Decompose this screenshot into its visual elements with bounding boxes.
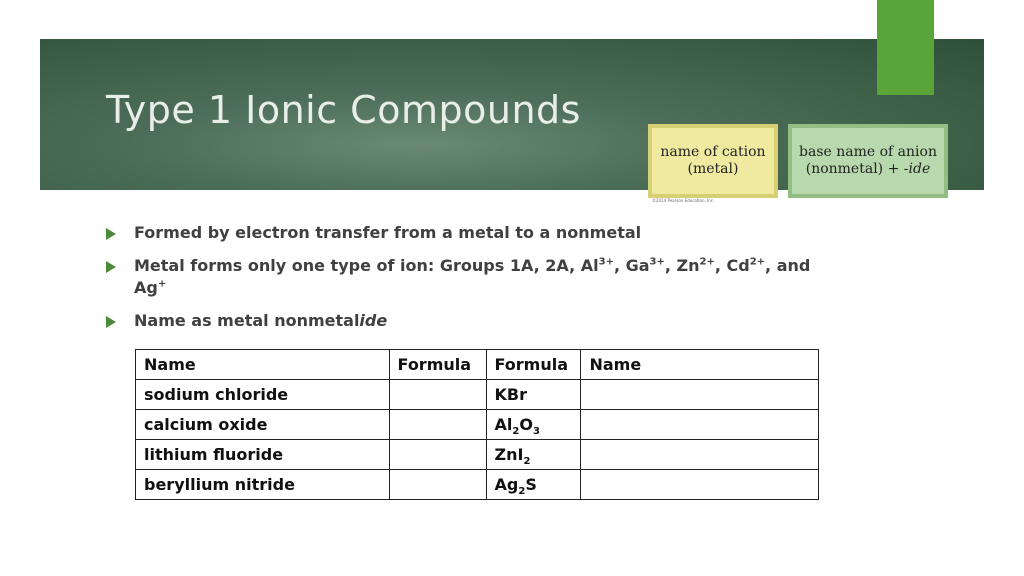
name-cell: sodium chloride — [136, 380, 390, 410]
header-cell: Name — [136, 350, 390, 380]
table-row — [136, 410, 819, 440]
formula-subscript: 2 — [523, 456, 531, 468]
formula-subscript: 2 — [512, 426, 520, 438]
bullet-arrow-icon — [106, 316, 116, 328]
accent-tab — [877, 0, 934, 95]
name-cell — [581, 470, 819, 500]
formula-cell — [389, 380, 486, 410]
bullet-sep: , Ga — [613, 256, 650, 275]
header-cell: Formula — [486, 350, 581, 380]
bullet-sep: , and Ag — [134, 256, 811, 297]
formula-part: ZnI — [494, 445, 524, 464]
anion-card-ide: ide — [908, 161, 931, 177]
compound-table — [135, 349, 819, 500]
charge-zn: 2+ — [699, 256, 715, 268]
formula-part: Ag — [494, 475, 519, 494]
formula-cell — [486, 440, 581, 470]
anion-card-line1: base name of anion — [799, 144, 937, 160]
formula-subscript: 2 — [518, 486, 526, 498]
bullet-text: Metal forms only one type of ion: Groups 1A, 2A, Al — [134, 256, 599, 275]
copyright-note: ©2014 Pearson Education, Inc. — [652, 198, 715, 203]
formula-cell — [389, 440, 486, 470]
name-cell: calcium oxide — [136, 410, 390, 440]
cation-card-line1: name of cation — [660, 144, 766, 160]
bullet-sep: , Zn — [664, 256, 700, 275]
name-cell — [581, 440, 819, 470]
formula-cell — [486, 470, 581, 500]
slide-title: Type 1 Ionic Compounds — [106, 88, 581, 132]
name-cell — [581, 380, 819, 410]
bullet-text: Formed by electron transfer from a metal to a nonmetal — [134, 223, 642, 242]
name-cell — [581, 410, 819, 440]
bullet-item — [106, 255, 826, 299]
anion-card-line2-text: (nonmetal) + - — [805, 161, 909, 177]
bullet-item — [106, 310, 826, 332]
anion-card-line2 — [799, 161, 937, 178]
charge-cd: 2+ — [749, 256, 766, 268]
formula-part: O — [519, 415, 533, 434]
header-cell: Formula — [389, 350, 486, 380]
formula-cell — [389, 470, 486, 500]
formula-part: S — [525, 475, 537, 494]
charge-ga: 3+ — [649, 256, 665, 268]
bullet-sep: , Cd — [714, 256, 750, 275]
bullet-list — [106, 222, 826, 343]
formula-cell — [486, 410, 581, 440]
header-cell: Name — [581, 350, 819, 380]
cation-card-line2: (metal) — [687, 161, 739, 177]
charge-ag: + — [157, 278, 167, 290]
bullet-text: Name as metal nonmetal — [134, 311, 360, 330]
formula-cell: KBr — [486, 380, 581, 410]
anion-card — [788, 124, 948, 198]
charge-al: 3+ — [598, 256, 614, 268]
cation-card — [648, 124, 778, 198]
bullet-italic: ide — [359, 311, 388, 330]
name-cell: lithium fluoride — [136, 440, 390, 470]
bullet-item — [106, 222, 826, 244]
bullet-arrow-icon — [106, 228, 116, 240]
table-header-row — [136, 350, 819, 380]
bullet-arrow-icon — [106, 261, 116, 273]
table-row — [136, 440, 819, 470]
table-row — [136, 470, 819, 500]
formula-part: Al — [494, 415, 513, 434]
table-row — [136, 380, 819, 410]
name-cell: beryllium nitride — [136, 470, 390, 500]
formula-cell — [389, 410, 486, 440]
formula-subscript: 3 — [532, 426, 540, 438]
